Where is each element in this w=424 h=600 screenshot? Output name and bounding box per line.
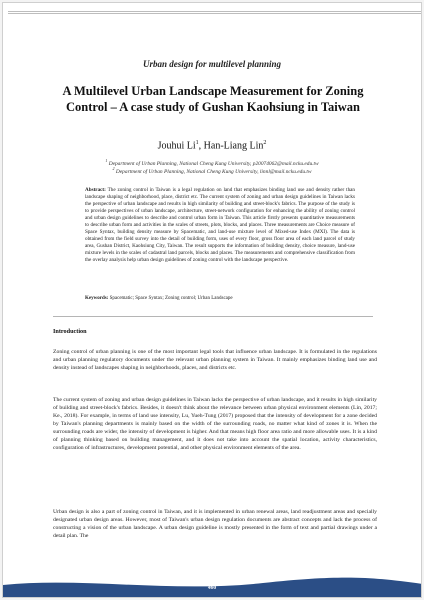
abstract-text: The zoning control in Taiwan is a legal regulation on land that emphasizes binding land use and density rather than landscape shaping of neighborhood, place, district etc. The current system of zoning and urban design guidelines in Taiwan lacks the perspective of urban landscape and results in high similarity of building and street-block's fabrics. The purpose of the study is to provide perspectives of urban landscape, architecture, street-network configuration for enhancing the ability of zoning control and urban design guidelines to describe and control urban form in Taiwan. This article firstly presents quantitative measurements to describe urban form and activities in the scales of streets, plots, blocks, and places. Three measurements are Choice measure of Space Syntax, building density measure by Spacematic, and land-use mixture level of Mixed-use Index (MXI). The data is obtained from the field survey into the detail of building form, uses of every floor, gross floor area of each land parcel of study area, Gushan District, Kaohsiung City, Taiwan. The result supports the information of building density, choice measure, land-use mixture levels in the scales of cadastral land parcels, blocks and places. The measurements and comprehensive classification from the overlay analysis help urban design guidelines of zoning control with the landscape perspective.	[85, 187, 355, 264]
affiliation-text: Department of Urban Planning, National Cheng Kung University, p20074062@mail.ncku.edu.tw	[108, 160, 319, 167]
author-name: Han-Liang Lin	[203, 140, 264, 152]
section-heading: Introduction	[53, 328, 87, 335]
series-header: Urban design for multilevel planning	[142, 59, 282, 69]
keywords-text: Spacematic; Space Syntax; Zoning control; Urban Landscape	[109, 296, 233, 301]
body-paragraph: Zoning control of urban planning is one of the most important legal tools that influence urban landscape. It is formulated in the regulations and urban planning regulatory documents under the relevant urban planning system in Taiwan. It mainly emphasizes binding land use and density instead of landscapes shaping in neighborhoods, places, and districts etc.	[53, 349, 377, 371]
footer-band	[3, 575, 421, 597]
keywords	[85, 296, 355, 301]
paper-title: A Multilevel Urban Landscape Measurement for Zoning Control – A case study of Gushan Kaohsiung in Taiwan	[62, 84, 364, 114]
body-paragraph: The current system of zoning and urban design guidelines in Taiwan lacks the perspective of urban landscape, and it results in high similarity of building and street-block's fabrics. Besides, it doesn't think about the relevance between urban physical environment elements (Lin, 2017; Ke., 2018). For example, in terms of land use intensity, Lu, Yueh-Tung (2017) proposed that the intensity of development for a zone decided by Taiwan's planning departments is mainly based on the width of the surrounding roads, no matter what kind of zones it is. When the surrounding roads are wider, the intensity of development is higher. And that means high floor area ratio and more allowable uses. It is a kind of planning thinking based on building management, and it does not take into account the spatial location, activity characteristics, configuration of infrastructures, development potential, and other physical environment elements of the area.	[53, 397, 377, 451]
author-affil-mark: 2	[263, 140, 267, 146]
author-list	[3, 140, 421, 151]
body-paragraph: Urban design is also a part of zoning control in Taiwan, and it is implemented in urban renewal areas, land readjustment areas and specially designated urban design areas. However, most of Taiwan's urban design regulation documents are abstract concepts and lack the process of constructing a vision of the urban landscape. A urban design guideline is mostly presented in the form of text and partial drawings under a detail plan. The	[53, 509, 377, 539]
affiliation-mark: 2	[112, 166, 115, 171]
section-divider	[53, 316, 373, 317]
header-rule	[8, 11, 422, 14]
page-number: 460	[207, 585, 217, 591]
affiliation-mark: 1	[105, 158, 108, 163]
abstract	[85, 187, 355, 265]
keywords-label: Keywords:	[85, 296, 109, 301]
affiliation	[3, 166, 421, 175]
paper-page	[2, 2, 422, 598]
author-separator: ,	[198, 140, 204, 152]
affiliation-text: Department of Urban Planning, National Cheng Kung University, linnl@mail.ncku.edu.tw	[115, 168, 312, 175]
author-name: Jouhui Li	[157, 140, 196, 152]
abstract-label: Abstract:	[85, 187, 106, 193]
author-affil-mark: 1	[195, 140, 199, 146]
